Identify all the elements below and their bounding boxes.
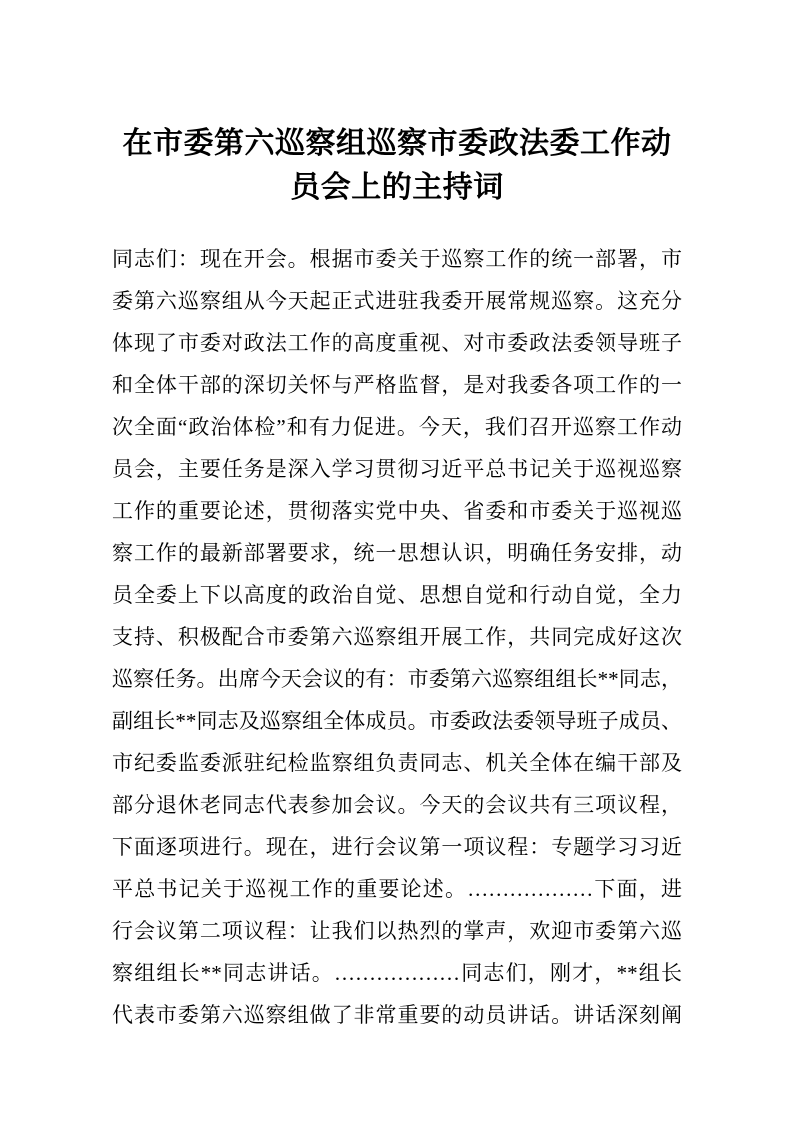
body-text-line: 工作的重要论述，贯彻落实党中央、省委和市委关于巡视巡	[112, 499, 682, 523]
body-text-line: 巡察任务。出席今天会议的有：市委第六巡察组组长**同志，	[112, 667, 682, 691]
body-text-line: 体现了市委对政法工作的高度重视、对市委政法委领导班子	[112, 331, 682, 355]
body-text-line: 市纪委监委派驻纪检监察组负责同志、机关全体在编干部及	[112, 751, 682, 775]
title-line: 员会上的主持词	[290, 171, 504, 204]
body-text-line: 次全面“政治体检”和有力促进。今天，我们召开巡察工作动	[112, 415, 682, 439]
body-text-line: 下面逐项进行。现在，进行会议第一项议程：专题学习习近	[112, 835, 682, 859]
body-text-line: 支持、积极配合市委第六巡察组开展工作，共同完成好这次	[112, 625, 682, 649]
body-text-line: 察组组长**同志讲话。………………同志们，刚才，**组长	[112, 961, 682, 985]
document-content	[112, 0, 682, 1036]
body-text-line: 副组长**同志及巡察组全体成员。市委政法委领导班子成员、	[112, 709, 682, 733]
body-text-line: 行会议第二项议程：让我们以热烈的掌声，欢迎市委第六巡	[112, 919, 682, 943]
body-text-line: 察工作的最新部署要求，统一思想认识，明确任务安排，动	[112, 541, 682, 565]
body-text-line: 同志们：现在开会。根据市委关于巡察工作的统一部署，市	[112, 247, 682, 271]
body-text-line: 员会，主要任务是深入学习贯彻习近平总书记关于巡视巡察	[112, 457, 682, 481]
document-title	[112, 0, 682, 210]
body-text-line: 平总书记关于巡视工作的重要论述。………………下面，进	[112, 877, 682, 901]
title-line: 在市委第六巡察组巡察市委政法委工作动	[122, 127, 672, 160]
body-text-line: 委第六巡察组从今天起正式进驻我委开展常规巡察。这充分	[112, 289, 682, 313]
body-text-line: 代表市委第六巡察组做了非常重要的动员讲话。讲话深刻阐	[112, 1003, 682, 1027]
body-text-line: 和全体干部的深切关怀与严格监督，是对我委各项工作的一	[112, 373, 682, 397]
document-body-paragraph	[112, 238, 682, 1036]
body-text-line: 部分退休老同志代表参加会议。今天的会议共有三项议程，	[112, 793, 682, 817]
body-text-line: 员全委上下以高度的政治自觉、思想自觉和行动自觉，全力	[112, 583, 682, 607]
